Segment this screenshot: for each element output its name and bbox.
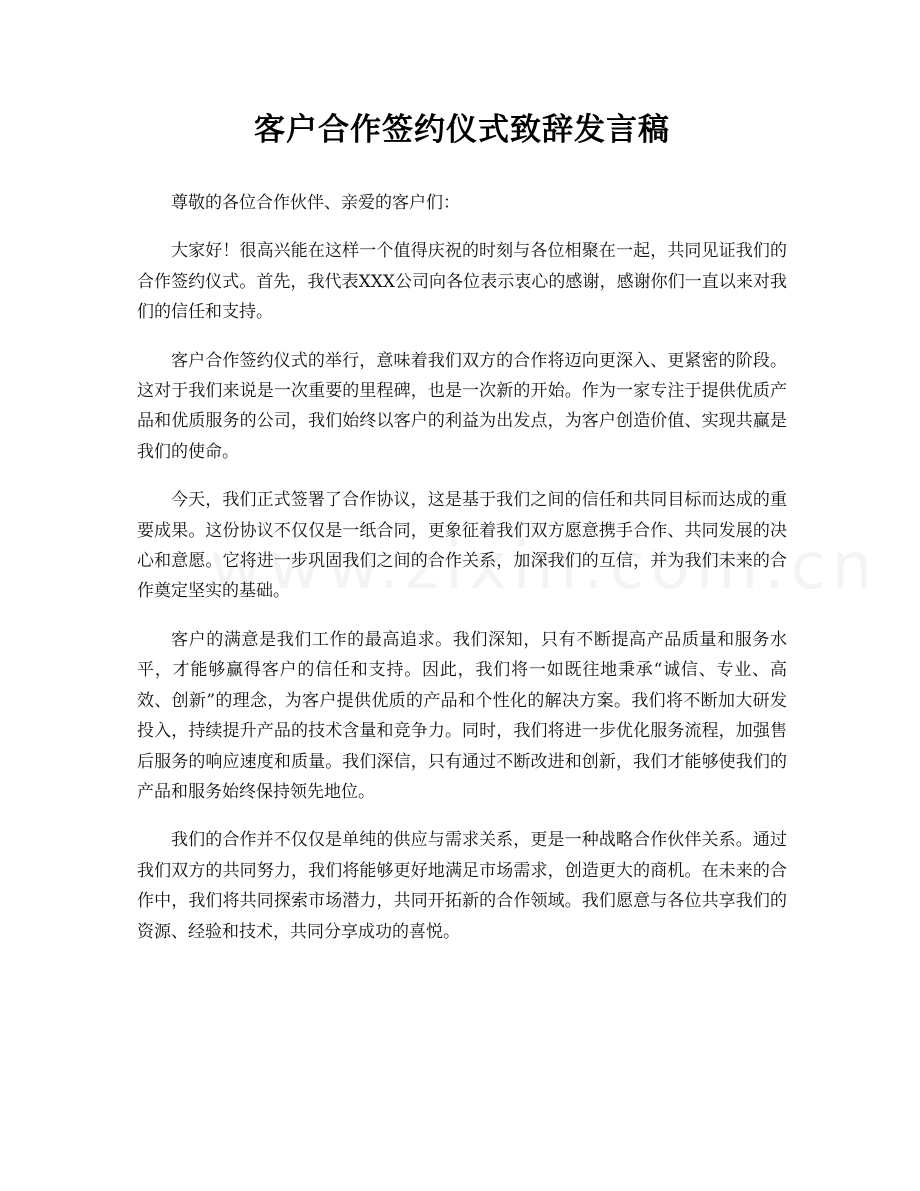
body-paragraph: 客户合作签约仪式的举行，意味着我们双方的合作将迈向更深入、更紧密的阶段。这对于我们来说是一次重要的里程碑，也是一次新的开始。作为一家专注于提供优质产品和优质服务的公司，我们始终以客户的利益为出发点，为客户创造价值、实现共赢是我们的使命。 bbox=[137, 350, 787, 462]
body-paragraph: 大家好！很高兴能在这样一个值得庆祝的时刻与各位相聚在一起，共同见证我们的合作签约仪式。首先，我代表XXX公司向各位表示衷心的感谢，感谢你们一直以来对我们的信任和支持。 bbox=[137, 241, 787, 323]
document-title: 客户合作签约仪式致辞发言稿 bbox=[254, 112, 670, 148]
body-paragraph: 今天，我们正式签署了合作协议，这是基于我们之间的信任和共同目标而达成的重要成果。这份协议不仅仅是一纸合同，更象征着我们双方愿意携手合作、共同发展的决心和意愿。它将进一步巩固我们之间的合作关系，加深我们的互信，并为我们未来的合作奠定坚实的基础。 bbox=[137, 490, 787, 602]
salutation-paragraph: 尊敬的各位合作伙伴、亲爱的客户们： bbox=[171, 193, 460, 213]
body-paragraph: 我们的合作并不仅仅是单纯的供应与需求关系，更是一种战略合作伙伴关系。通过我们双方的共同努力，我们将能够更好地满足市场需求，创造更大的商机。在未来的合作中，我们将共同探索市场潜力，共同开拓新的合作领域。我们愿意与各位共享我们的资源、经验和技术，共同分享成功的喜悦。 bbox=[137, 830, 787, 942]
body-paragraph: 客户的满意是我们工作的最高追求。我们深知，只有不断提高产品质量和服务水平，才能够赢得客户的信任和支持。因此，我们将一如既往地秉承“诚信、专业、高效、创新”的理念，为客户提供优质的产品和个性化的解决方案。我们将不断加大研发投入，持续提升产品的技术含量和竞争力。同时，我们将进一步优化服务流程，加强售后服务的响应速度和质量。我们深信，只有通过不断改进和创新，我们才能够使我们的产品和服务始终保持领先地位。 bbox=[137, 629, 787, 802]
document-body bbox=[137, 108, 787, 965]
